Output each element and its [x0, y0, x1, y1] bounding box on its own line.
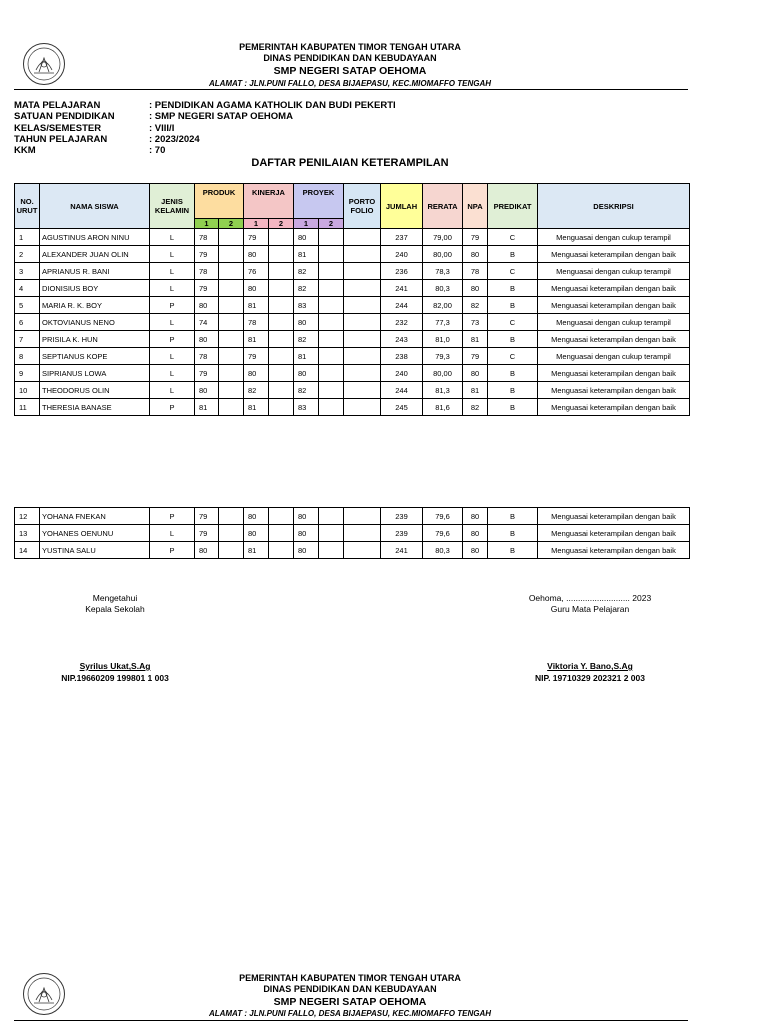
cell-npa: 80	[463, 280, 488, 297]
col-produk	[195, 184, 244, 219]
cell-no: 13	[15, 525, 40, 542]
cell-jumlah: 243	[381, 331, 423, 348]
info-label: KELAS/SEMESTER	[14, 123, 102, 134]
col-proyek	[294, 184, 344, 219]
table-row	[15, 297, 690, 314]
cell-jenis-kelamin: P	[150, 331, 195, 348]
cell-nama: AGUSTINUS ARON NINU	[40, 229, 150, 246]
cell-kinerja-2	[269, 542, 294, 559]
cell-jenis-kelamin: L	[150, 314, 195, 331]
cell-produk-1: 81	[195, 399, 219, 416]
cell-kinerja-2	[269, 365, 294, 382]
cell-portofolio	[344, 525, 381, 542]
cell-predikat: C	[488, 263, 538, 280]
info-label: MATA PELAJARAN	[14, 100, 101, 111]
cell-portofolio	[344, 382, 381, 399]
cell-jenis-kelamin: L	[150, 382, 195, 399]
cell-produk-2	[219, 399, 244, 416]
cell-produk-2	[219, 542, 244, 559]
cell-predikat: B	[488, 331, 538, 348]
cell-nama: THERESIA BANASE	[40, 399, 150, 416]
col-deskripsi	[538, 184, 690, 229]
cell-proyek-2	[319, 508, 344, 525]
cell-produk-1: 80	[195, 297, 219, 314]
cell-nama: SEPTIANUS KOPE	[40, 348, 150, 365]
cell-kinerja-2	[269, 382, 294, 399]
cell-npa: 80	[463, 525, 488, 542]
cell-portofolio	[344, 263, 381, 280]
sig-right-nip: NIP. 19710329 202321 2 003	[535, 673, 645, 683]
col-proyek-2: 2	[319, 219, 344, 229]
cell-npa: 82	[463, 297, 488, 314]
cell-deskripsi: Menguasai dengan cukup terampil	[538, 229, 690, 246]
sig-right-place-date: Oehoma, ........................... 2023	[528, 593, 652, 603]
col-jumlah-label: JUMLAH	[385, 201, 418, 211]
cell-produk-2	[219, 229, 244, 246]
col-nama-siswa	[40, 184, 150, 229]
cell-deskripsi: Menguasai keterampilan dengan baik	[538, 525, 690, 542]
cell-kinerja-1: 80	[244, 525, 269, 542]
cell-jenis-kelamin: L	[150, 263, 195, 280]
cell-kinerja-2	[269, 331, 294, 348]
cell-jenis-kelamin: P	[150, 297, 195, 314]
tut-wuri-handayani-emblem-icon	[22, 972, 66, 1016]
cell-produk-1: 80	[195, 542, 219, 559]
table-row	[15, 331, 690, 348]
cell-produk-1: 79	[195, 508, 219, 525]
col-predikat-label: PREDIKAT	[493, 201, 532, 211]
table-row	[15, 399, 690, 416]
cell-produk-1: 74	[195, 314, 219, 331]
cell-produk-2	[219, 508, 244, 525]
cell-predikat: C	[488, 348, 538, 365]
cell-npa: 80	[463, 365, 488, 382]
cell-no: 4	[15, 280, 40, 297]
cell-predikat: B	[488, 365, 538, 382]
cell-proyek-1: 80	[294, 229, 319, 246]
cell-jumlah: 237	[381, 229, 423, 246]
cell-predikat: B	[488, 525, 538, 542]
cell-proyek-1: 82	[294, 280, 319, 297]
cell-kinerja-1: 79	[244, 348, 269, 365]
cell-predikat: C	[488, 314, 538, 331]
cell-jumlah: 239	[381, 508, 423, 525]
table-row	[15, 525, 690, 542]
table-row	[15, 229, 690, 246]
cell-kinerja-1: 82	[244, 382, 269, 399]
cell-rerata: 79,6	[423, 525, 463, 542]
cell-no: 12	[15, 508, 40, 525]
col-porto-label: PORTO FOLIO	[348, 197, 376, 215]
table-row	[15, 246, 690, 263]
sig-left-role: Kepala Sekolah	[85, 604, 145, 614]
cell-npa: 80	[463, 246, 488, 263]
grade-table-continued	[14, 507, 690, 559]
cell-rerata: 80,00	[423, 246, 463, 263]
cell-nama: YUSTINA SALU	[40, 542, 150, 559]
cell-proyek-2	[319, 314, 344, 331]
cell-no: 10	[15, 382, 40, 399]
cell-produk-2	[219, 382, 244, 399]
cell-npa: 79	[463, 229, 488, 246]
cell-jenis-kelamin: P	[150, 508, 195, 525]
cell-deskripsi: Menguasai keterampilan dengan baik	[538, 246, 690, 263]
cell-rerata: 77,3	[423, 314, 463, 331]
info-value: : VIII/I	[149, 123, 175, 134]
col-proyek-label: PROYEK	[302, 188, 335, 197]
col-produk-2: 2	[219, 219, 244, 229]
cell-jumlah: 241	[381, 542, 423, 559]
cell-produk-1: 80	[195, 382, 219, 399]
cell-produk-2	[219, 331, 244, 348]
cell-proyek-1: 82	[294, 263, 319, 280]
cell-produk-2	[219, 297, 244, 314]
cell-kinerja-2	[269, 314, 294, 331]
cell-proyek-2	[319, 229, 344, 246]
cell-kinerja-1: 81	[244, 331, 269, 348]
cell-npa: 78	[463, 263, 488, 280]
cell-kinerja-2	[269, 297, 294, 314]
cell-proyek-1: 80	[294, 365, 319, 382]
col-no-urut	[15, 184, 40, 229]
cell-produk-1: 78	[195, 348, 219, 365]
cell-produk-2	[219, 314, 244, 331]
col-kinerja-1: 1	[244, 219, 269, 229]
cell-portofolio	[344, 314, 381, 331]
cell-proyek-2	[319, 542, 344, 559]
col-rerata-label: RERATA	[427, 201, 458, 211]
cell-portofolio	[344, 399, 381, 416]
cell-portofolio	[344, 508, 381, 525]
cell-nama: THEODORUS OLIN	[40, 382, 150, 399]
cell-no: 3	[15, 263, 40, 280]
sig-left-known: Mengetahui	[92, 593, 138, 603]
cell-kinerja-1: 80	[244, 280, 269, 297]
cell-jenis-kelamin: L	[150, 348, 195, 365]
cell-deskripsi: Menguasai dengan cukup terampil	[538, 348, 690, 365]
cell-proyek-1: 80	[294, 542, 319, 559]
col-produk-label: PRODUK	[202, 188, 236, 197]
col-proyek-1: 1	[294, 219, 319, 229]
info-value: : PENDIDIKAN AGAMA KATHOLIK DAN BUDI PEKERTI	[149, 100, 396, 111]
header-line-2: DINAS PENDIDIKAN DAN KEBUDAYAAN	[263, 984, 437, 994]
cell-produk-1: 79	[195, 365, 219, 382]
cell-jumlah: 240	[381, 246, 423, 263]
cell-npa: 73	[463, 314, 488, 331]
header-address: ALAMAT : JLN.PUNI FALLO, DESA BIJAEPASU, KEC.MIOMAFFO TENGAH	[208, 1009, 492, 1018]
cell-nama: APRIANUS R. BANI	[40, 263, 150, 280]
cell-deskripsi: Menguasai keterampilan dengan baik	[538, 399, 690, 416]
cell-kinerja-1: 80	[244, 508, 269, 525]
col-kinerja-label: KINERJA	[252, 188, 285, 197]
col-nama-label: NAMA SISWA	[70, 201, 119, 211]
cell-rerata: 81,0	[423, 331, 463, 348]
cell-no: 6	[15, 314, 40, 331]
cell-deskripsi: Menguasai dengan cukup terampil	[538, 263, 690, 280]
cell-jenis-kelamin: P	[150, 399, 195, 416]
cell-proyek-1: 82	[294, 382, 319, 399]
cell-kinerja-2	[269, 508, 294, 525]
cell-proyek-2	[319, 399, 344, 416]
cell-jenis-kelamin: P	[150, 542, 195, 559]
cell-no: 8	[15, 348, 40, 365]
header-line-2: DINAS PENDIDIKAN DAN KEBUDAYAAN	[263, 53, 437, 63]
cell-npa: 80	[463, 508, 488, 525]
cell-portofolio	[344, 280, 381, 297]
cell-kinerja-2	[269, 229, 294, 246]
cell-proyek-2	[319, 246, 344, 263]
header-rule	[14, 89, 688, 90]
header-line-1: PEMERINTAH KABUPATEN TIMOR TENGAH UTARA	[239, 973, 461, 983]
cell-deskripsi: Menguasai dengan cukup terampil	[538, 314, 690, 331]
cell-kinerja-1: 81	[244, 297, 269, 314]
cell-deskripsi: Menguasai keterampilan dengan baik	[538, 280, 690, 297]
table-row	[15, 314, 690, 331]
table-row	[15, 508, 690, 525]
cell-jumlah: 232	[381, 314, 423, 331]
cell-nama: MARIA R. K. BOY	[40, 297, 150, 314]
cell-rerata: 81,6	[423, 399, 463, 416]
cell-produk-1: 79	[195, 246, 219, 263]
cell-portofolio	[344, 542, 381, 559]
table-row	[15, 382, 690, 399]
cell-jumlah: 238	[381, 348, 423, 365]
cell-proyek-1: 80	[294, 508, 319, 525]
cell-deskripsi: Menguasai keterampilan dengan baik	[538, 382, 690, 399]
cell-npa: 80	[463, 542, 488, 559]
cell-nama: YOHANES OENUNU	[40, 525, 150, 542]
table-row	[15, 365, 690, 382]
cell-jumlah: 236	[381, 263, 423, 280]
cell-predikat: B	[488, 297, 538, 314]
cell-proyek-1: 81	[294, 348, 319, 365]
cell-npa: 79	[463, 348, 488, 365]
cell-rerata: 79,00	[423, 229, 463, 246]
cell-no: 5	[15, 297, 40, 314]
cell-produk-2	[219, 525, 244, 542]
cell-kinerja-2	[269, 525, 294, 542]
col-rerata	[423, 184, 463, 229]
table-row	[15, 280, 690, 297]
info-value: : 2023/2024	[149, 134, 200, 145]
cell-no: 1	[15, 229, 40, 246]
cell-deskripsi: Menguasai keterampilan dengan baik	[538, 508, 690, 525]
cell-produk-1: 79	[195, 280, 219, 297]
cell-kinerja-1: 78	[244, 314, 269, 331]
cell-no: 7	[15, 331, 40, 348]
cell-kinerja-1: 76	[244, 263, 269, 280]
cell-kinerja-1: 80	[244, 246, 269, 263]
col-portofolio	[344, 184, 381, 229]
cell-proyek-1: 81	[294, 246, 319, 263]
cell-predikat: B	[488, 399, 538, 416]
cell-kinerja-2	[269, 348, 294, 365]
cell-kinerja-1: 80	[244, 365, 269, 382]
cell-nama: OKTOVIANUS NENO	[40, 314, 150, 331]
cell-kinerja-2	[269, 263, 294, 280]
cell-proyek-1: 83	[294, 297, 319, 314]
cell-jenis-kelamin: L	[150, 229, 195, 246]
cell-produk-1: 78	[195, 263, 219, 280]
info-label: TAHUN PELAJARAN	[14, 134, 108, 145]
cell-nama: ALEXANDER JUAN OLIN	[40, 246, 150, 263]
cell-rerata: 80,3	[423, 280, 463, 297]
cell-kinerja-1: 81	[244, 399, 269, 416]
cell-produk-2	[219, 280, 244, 297]
col-jumlah	[381, 184, 423, 229]
cell-proyek-2	[319, 280, 344, 297]
cell-deskripsi: Menguasai keterampilan dengan baik	[538, 331, 690, 348]
cell-proyek-2	[319, 297, 344, 314]
cell-proyek-2	[319, 331, 344, 348]
cell-proyek-1: 83	[294, 399, 319, 416]
cell-rerata: 78,3	[423, 263, 463, 280]
cell-jenis-kelamin: L	[150, 280, 195, 297]
cell-predikat: B	[488, 542, 538, 559]
tut-wuri-handayani-emblem-icon	[22, 42, 66, 86]
cell-jenis-kelamin: L	[150, 365, 195, 382]
cell-no: 2	[15, 246, 40, 263]
info-value: : 70	[149, 145, 166, 156]
cell-kinerja-2	[269, 399, 294, 416]
col-kinerja	[244, 184, 294, 219]
table-row	[15, 542, 690, 559]
cell-produk-1: 79	[195, 525, 219, 542]
cell-predikat: B	[488, 382, 538, 399]
document-title: DAFTAR PENILAIAN KETERAMPILAN	[251, 157, 449, 169]
cell-deskripsi: Menguasai keterampilan dengan baik	[538, 297, 690, 314]
cell-jumlah: 241	[381, 280, 423, 297]
cell-portofolio	[344, 365, 381, 382]
cell-predikat: B	[488, 246, 538, 263]
sig-left-name: Syrilus Ukat,S.Ag	[79, 661, 151, 671]
cell-deskripsi: Menguasai keterampilan dengan baik	[538, 542, 690, 559]
cell-proyek-1: 80	[294, 314, 319, 331]
cell-npa: 81	[463, 331, 488, 348]
cell-kinerja-1: 81	[244, 542, 269, 559]
cell-rerata: 81,3	[423, 382, 463, 399]
table-row	[15, 263, 690, 280]
cell-rerata: 79,6	[423, 508, 463, 525]
cell-jenis-kelamin: L	[150, 525, 195, 542]
cell-predikat: B	[488, 280, 538, 297]
cell-rerata: 82,00	[423, 297, 463, 314]
header-school-name: SMP NEGERI SATAP OEHOMA	[273, 65, 427, 77]
cell-jumlah: 244	[381, 382, 423, 399]
col-kinerja-2: 2	[269, 219, 294, 229]
cell-produk-2	[219, 365, 244, 382]
cell-proyek-2	[319, 382, 344, 399]
cell-jumlah: 244	[381, 297, 423, 314]
cell-jumlah: 239	[381, 525, 423, 542]
sig-left-nip: NIP.19660209 199801 1 003	[61, 673, 169, 683]
cell-kinerja-2	[269, 246, 294, 263]
cell-proyek-2	[319, 263, 344, 280]
cell-kinerja-2	[269, 280, 294, 297]
cell-deskripsi: Menguasai keterampilan dengan baik	[538, 365, 690, 382]
cell-nama: PRISILA K. HUN	[40, 331, 150, 348]
cell-portofolio	[344, 297, 381, 314]
cell-no: 9	[15, 365, 40, 382]
cell-rerata: 79,3	[423, 348, 463, 365]
cell-jenis-kelamin: L	[150, 246, 195, 263]
sig-right-name: Viktoria Y. Bano,S.Ag	[547, 661, 633, 671]
info-value: : SMP NEGERI SATAP OEHOMA	[149, 111, 293, 122]
cell-portofolio	[344, 331, 381, 348]
col-jenis-kelamin	[150, 184, 195, 229]
cell-proyek-2	[319, 365, 344, 382]
info-label: SATUAN PENDIDIKAN	[14, 111, 115, 122]
grade-table	[14, 183, 690, 416]
cell-proyek-2	[319, 525, 344, 542]
cell-nama: DIONISIUS BOY	[40, 280, 150, 297]
cell-predikat: C	[488, 229, 538, 246]
col-npa	[463, 184, 488, 229]
cell-rerata: 80,00	[423, 365, 463, 382]
cell-proyek-1: 82	[294, 331, 319, 348]
cell-npa: 81	[463, 382, 488, 399]
cell-produk-2	[219, 348, 244, 365]
cell-nama: YOHANA FNEKAN	[40, 508, 150, 525]
col-jenis-label: JENIS KELAMIN	[154, 197, 190, 215]
table-row	[15, 348, 690, 365]
cell-npa: 82	[463, 399, 488, 416]
cell-produk-1: 80	[195, 331, 219, 348]
cell-predikat: B	[488, 508, 538, 525]
cell-rerata: 80,3	[423, 542, 463, 559]
sig-right-role: Guru Mata Pelajaran	[550, 604, 630, 614]
header-school-name: SMP NEGERI SATAP OEHOMA	[273, 996, 427, 1008]
cell-proyek-1: 80	[294, 525, 319, 542]
col-no-label: NO. URUT	[16, 197, 38, 215]
col-npa-label: NPA	[467, 201, 483, 211]
header-line-1: PEMERINTAH KABUPATEN TIMOR TENGAH UTARA	[239, 42, 461, 52]
cell-portofolio	[344, 348, 381, 365]
col-deskripsi-label: DESKRIPSI	[593, 201, 634, 211]
cell-kinerja-1: 79	[244, 229, 269, 246]
cell-produk-2	[219, 263, 244, 280]
col-produk-1: 1	[195, 219, 219, 229]
cell-no: 14	[15, 542, 40, 559]
cell-jumlah: 245	[381, 399, 423, 416]
info-label: KKM	[14, 145, 36, 156]
header-address: ALAMAT : JLN.PUNI FALLO, DESA BIJAEPASU, KEC.MIOMAFFO TENGAH	[208, 79, 492, 88]
cell-no: 11	[15, 399, 40, 416]
cell-produk-2	[219, 246, 244, 263]
col-predikat	[488, 184, 538, 229]
cell-jumlah: 240	[381, 365, 423, 382]
header-rule	[14, 1020, 688, 1021]
cell-portofolio	[344, 229, 381, 246]
cell-proyek-2	[319, 348, 344, 365]
cell-produk-1: 78	[195, 229, 219, 246]
cell-nama: SIPRIANUS LOWA	[40, 365, 150, 382]
cell-portofolio	[344, 246, 381, 263]
